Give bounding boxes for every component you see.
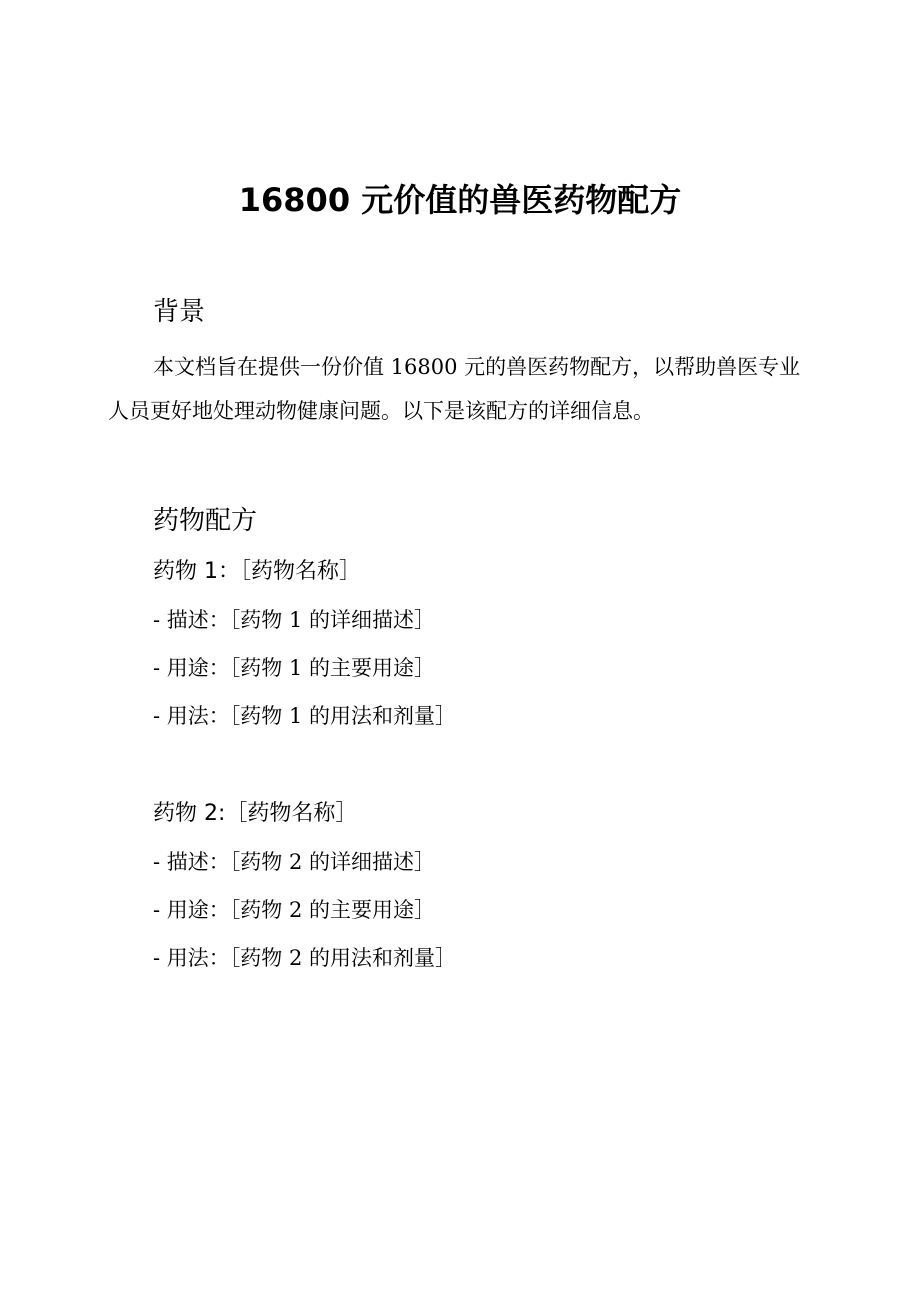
drug-2-description: - 描述：［药物 2 的详细描述］: [153, 850, 435, 874]
drug-2-usage: - 用途：［药物 2 的主要用途］: [153, 898, 435, 922]
background-paragraph: 本文档旨在提供一份价值 16800 元的兽医药物配方，以帮助兽医专业人员更好地处理动物健康问题。以下是该配方的详细信息。: [108, 355, 801, 423]
drug-1-dosage: - 用法：［药物 1 的用法和剂量］: [153, 704, 456, 728]
drug-1-usage: - 用途：［药物 1 的主要用途］: [153, 656, 435, 680]
section-heading-formula: 药物配方: [153, 506, 258, 536]
document-title: 16800 元价值的兽医药物配方: [238, 181, 682, 219]
drug-1-title: 药物 1：［药物名称］: [153, 559, 361, 584]
drug-1-description: - 描述：［药物 1 的详细描述］: [153, 608, 435, 632]
drug-2-title: 药物 2:［药物名称］: [153, 801, 358, 826]
section-heading-background: 背景: [153, 297, 206, 327]
drug-2-dosage: - 用法：［药物 2 的用法和剂量］: [153, 946, 456, 970]
